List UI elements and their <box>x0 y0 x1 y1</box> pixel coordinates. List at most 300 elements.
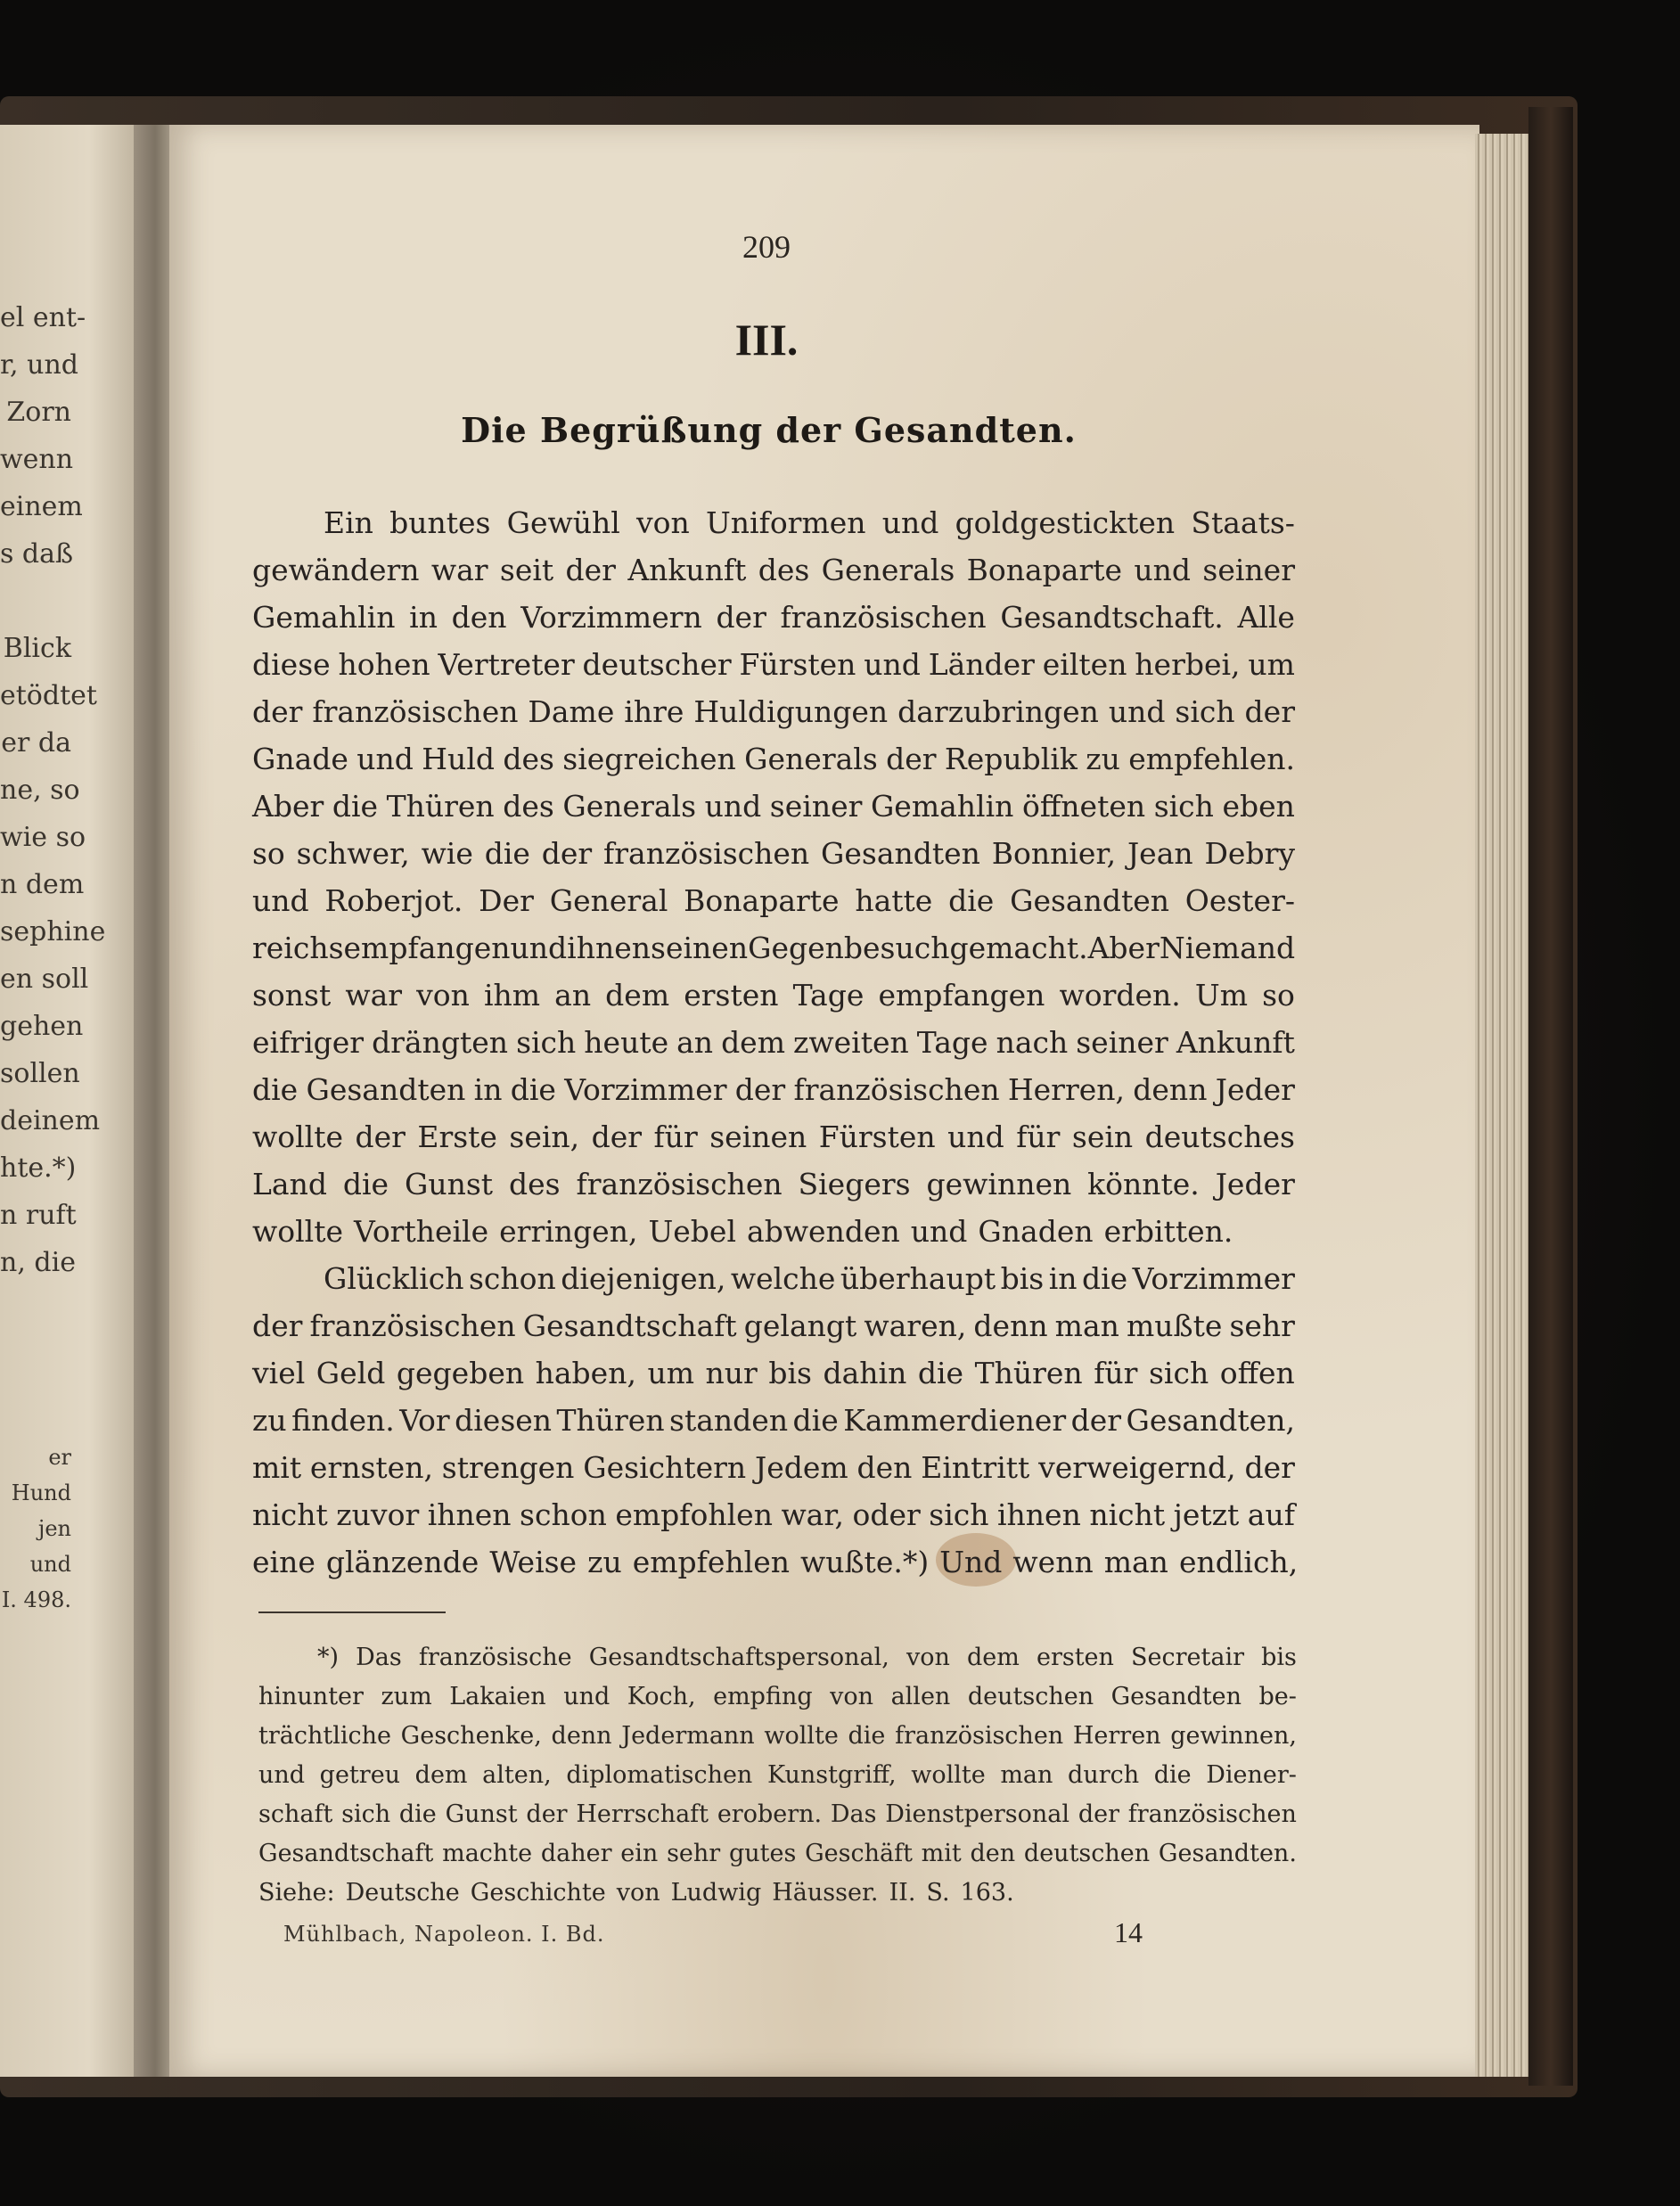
word: französischen <box>603 836 810 871</box>
word: Herren <box>1072 1722 1161 1750</box>
word: Gemahlin <box>870 789 1014 824</box>
word: und <box>864 647 921 682</box>
word: von <box>416 978 470 1013</box>
left-page-text-fragments <box>0 294 106 1286</box>
word: war <box>345 978 403 1013</box>
word: Roberjot. <box>324 883 463 918</box>
word: Gesandten, <box>1126 1403 1295 1438</box>
word: deutscher <box>582 647 732 682</box>
left-page-fragment: deinem <box>0 1105 101 1136</box>
word: Gewühl <box>506 505 620 540</box>
body-line <box>252 1208 1295 1255</box>
left-page-fragment: Blick <box>3 633 71 664</box>
word: deutsches <box>1144 1119 1295 1154</box>
word: oder <box>852 1497 921 1532</box>
word: siegreichen <box>562 742 736 776</box>
word: empfohlen <box>615 1497 773 1532</box>
word: Ankunft <box>627 553 747 587</box>
word: denn <box>551 1722 612 1750</box>
left-page-fragment: r, und <box>0 349 78 381</box>
footnote-line <box>258 1717 1297 1756</box>
footnote-line <box>258 1638 1297 1677</box>
word: nicht <box>252 1497 328 1532</box>
word: Gnade <box>252 742 348 776</box>
word: worden. <box>1059 978 1181 1013</box>
word: gewändern <box>252 553 420 587</box>
word: dem <box>605 978 670 1013</box>
word: eilten <box>1042 647 1127 682</box>
word: für <box>1016 1119 1061 1154</box>
word: und <box>1134 553 1192 587</box>
word: des <box>508 1167 561 1201</box>
word: den <box>451 600 507 635</box>
word: von <box>616 1879 660 1907</box>
word: für <box>653 1119 698 1154</box>
left-page-note-fragments <box>0 1439 71 1618</box>
word: sein <box>1071 1119 1134 1154</box>
word: Dienstpersonal <box>885 1800 1070 1828</box>
word: den <box>970 1840 1016 1867</box>
word: der <box>252 694 303 729</box>
word: wie <box>421 836 473 871</box>
body-line <box>252 1255 1295 1302</box>
word: machte <box>442 1840 533 1867</box>
left-page-fragment: n ruft <box>0 1200 77 1231</box>
word: Geschäft <box>805 1840 913 1867</box>
word: der <box>716 600 766 635</box>
signature-number: 14 <box>1114 1916 1143 1948</box>
body-text <box>252 499 1299 1586</box>
left-page-fragment: wenn <box>0 444 74 475</box>
word: dem <box>414 1761 468 1789</box>
word: sich <box>516 1025 577 1060</box>
word: Gesandtschaft <box>522 1308 737 1343</box>
word: wollte <box>911 1761 986 1789</box>
word: und <box>881 505 939 540</box>
word: Gesandtschaftspersonal, <box>588 1644 889 1671</box>
word: deutschen <box>1023 1840 1151 1867</box>
word: Geschichte <box>470 1879 606 1907</box>
word: bis <box>768 1356 812 1390</box>
left-page-fragment: n dem <box>0 869 85 900</box>
word: Vertreter <box>438 647 575 682</box>
left-page-note-fragment: jen und <box>29 1516 71 1577</box>
word: dahin <box>823 1356 907 1390</box>
word: um <box>1248 647 1295 682</box>
word: durch <box>1068 1761 1140 1789</box>
word: Jean <box>1127 836 1193 871</box>
word: von <box>906 1644 950 1671</box>
chapter-title: Die Begrüßung der Gesandten. <box>461 410 1077 450</box>
word: abwenden <box>747 1214 900 1249</box>
word: mit <box>921 1840 962 1867</box>
word: Thüren <box>386 789 495 824</box>
word: sich <box>341 1800 391 1828</box>
body-line <box>252 1538 1299 1586</box>
word: dem <box>966 1644 1020 1671</box>
left-page-note-fragment: I. 498. <box>1 1587 71 1612</box>
footnote-line <box>258 1756 1297 1795</box>
word: öffneten <box>1021 789 1146 824</box>
word: Vortheile <box>354 1214 489 1249</box>
word: Bonaparte <box>966 553 1123 587</box>
word: denn <box>973 1308 1048 1343</box>
word: Gegenbesuch <box>748 931 950 965</box>
word: herbei, <box>1135 647 1241 682</box>
word: und <box>704 789 762 824</box>
word: und <box>947 1119 1004 1154</box>
word: jetzt <box>1173 1497 1240 1532</box>
word: bis <box>1261 1644 1297 1671</box>
left-page-fragment: gehen <box>0 1011 84 1042</box>
word: Jedem <box>755 1450 848 1485</box>
left-page-note-fragment: er Hund <box>11 1445 71 1505</box>
word: 163. <box>960 1879 1014 1907</box>
left-page-fragment: ne, so <box>0 775 80 806</box>
word: S. <box>926 1879 950 1907</box>
word: zu <box>252 1403 287 1438</box>
word: die <box>332 789 379 824</box>
body-line <box>252 1160 1295 1208</box>
word: wollte <box>764 1722 839 1750</box>
word: der <box>1244 694 1295 729</box>
word: Gesandten <box>306 1072 466 1107</box>
word: Ein <box>324 505 373 540</box>
word: empfangen <box>343 931 511 965</box>
word: so <box>252 836 285 871</box>
word: ihm <box>483 978 541 1013</box>
word: Uebel <box>648 1214 737 1249</box>
word: man <box>1103 1545 1168 1579</box>
word: Aber <box>252 789 324 824</box>
word: gewinnen, <box>1170 1722 1297 1750</box>
footnote-line <box>258 1834 1297 1874</box>
word: welche <box>730 1261 836 1296</box>
word: an <box>676 1025 714 1060</box>
word: ihnen <box>996 1497 1081 1532</box>
word: Gesandten <box>1010 883 1169 918</box>
body-line <box>252 1066 1295 1113</box>
word: wenn <box>1012 1545 1094 1579</box>
word: der <box>526 1800 568 1828</box>
word: Das <box>356 1644 402 1671</box>
word: Häusser. <box>772 1879 879 1907</box>
word: be- <box>1258 1683 1297 1710</box>
word: Gesandten <box>821 836 980 871</box>
word: Tage <box>792 978 865 1013</box>
left-page-fragment: n, die <box>0 1247 76 1278</box>
word: Diener- <box>1206 1761 1297 1789</box>
word: Dame <box>528 694 615 729</box>
body-line <box>252 1444 1295 1491</box>
word: viel <box>252 1356 306 1390</box>
left-page-fragment: en soll <box>0 964 89 995</box>
word: sich <box>1148 1356 1209 1390</box>
word: nicht <box>1089 1497 1166 1532</box>
word: Bonaparte <box>684 883 840 918</box>
word: sehr <box>1229 1308 1295 1343</box>
word: Jeder <box>1215 1167 1295 1201</box>
word: gemacht. <box>949 931 1088 965</box>
word: ihnen <box>427 1497 512 1532</box>
word: auf <box>1247 1497 1295 1532</box>
book-cover-edge <box>1528 107 1573 2086</box>
word: von <box>830 1683 874 1710</box>
word: sonst <box>252 978 332 1013</box>
printer-signature: Mühlbach, Napoleon. I. Bd. <box>283 1922 605 1947</box>
word: könnte. <box>1087 1167 1200 1201</box>
word: Um <box>1194 978 1248 1013</box>
word: erbitten. <box>1103 1214 1233 1249</box>
word: und <box>910 1214 968 1249</box>
body-line <box>252 877 1295 924</box>
word: Geld <box>316 1356 386 1390</box>
word: von <box>636 505 690 540</box>
word: zu <box>587 1545 622 1579</box>
word: die <box>1153 1761 1192 1789</box>
word: Jeder <box>1215 1072 1295 1107</box>
word: Herren, <box>1007 1072 1126 1107</box>
word: Ludwig <box>670 1879 762 1907</box>
left-page-fragment: er da <box>1 727 71 759</box>
word: Gesandtschaft. <box>1000 600 1224 635</box>
footnote-line <box>258 1677 1297 1717</box>
word: Gemahlin <box>252 600 396 635</box>
word: daher <box>540 1840 612 1867</box>
footnote-line <box>258 1874 1297 1913</box>
word: die <box>398 1800 437 1828</box>
word: bis <box>1000 1261 1045 1296</box>
word: eben <box>1222 789 1295 824</box>
body-line <box>252 1349 1295 1397</box>
word: glänzende <box>325 1545 479 1579</box>
word: empfehlen <box>632 1545 791 1579</box>
left-page-fragment: sollen <box>0 1058 80 1089</box>
word: Gunst <box>405 1167 494 1201</box>
word: seiner <box>1076 1025 1168 1060</box>
word: Fürsten <box>739 647 856 682</box>
word: zum <box>381 1683 432 1710</box>
footnote <box>258 1638 1297 1913</box>
word: haben, <box>535 1356 636 1390</box>
word: Siehe: <box>258 1879 335 1907</box>
word: Das <box>830 1800 877 1828</box>
word: die <box>792 1403 839 1438</box>
word: und <box>563 1683 611 1710</box>
word: Herrschaft <box>576 1800 709 1828</box>
word: nur <box>705 1356 758 1390</box>
word: Generals <box>562 789 697 824</box>
word: gelangt <box>743 1308 857 1343</box>
word: goldgestickten <box>955 505 1176 540</box>
word: Geschenke, <box>400 1722 542 1750</box>
body-line <box>252 972 1295 1019</box>
word: gegeben <box>396 1356 525 1390</box>
word: wußte.*) <box>800 1545 930 1579</box>
word: hohen <box>338 647 430 682</box>
word: man <box>1054 1308 1119 1343</box>
word: verweigernd, <box>1038 1450 1236 1485</box>
word: Republik <box>944 742 1078 776</box>
word: überhaupt <box>840 1261 996 1296</box>
word: Vorzimmern <box>520 600 702 635</box>
word: französische <box>418 1644 572 1671</box>
word: die <box>252 1072 299 1107</box>
word: darzubringen <box>897 694 1099 729</box>
word: sehr <box>667 1840 721 1867</box>
word: Secretair <box>1131 1644 1245 1671</box>
word: Gesandten. <box>1158 1840 1297 1867</box>
word: Vorzimmer <box>1132 1261 1295 1296</box>
word: Oester- <box>1184 883 1295 918</box>
word: und <box>510 931 568 965</box>
word: Gesichtern <box>583 1450 747 1485</box>
left-page-fragment: hte.*) <box>0 1152 77 1184</box>
left-page-fragment: s daß <box>0 538 74 570</box>
word: der <box>252 1308 303 1343</box>
word: Gnaden <box>978 1214 1094 1249</box>
word: französischen <box>1127 1800 1297 1828</box>
word: französischen <box>309 1308 516 1343</box>
body-line <box>252 735 1295 783</box>
word: seinen <box>709 1119 807 1154</box>
word: sich <box>929 1497 989 1532</box>
word: Gesandtschaft <box>258 1840 434 1867</box>
body-line <box>252 1019 1295 1066</box>
word: der <box>541 836 593 871</box>
word: sich <box>1175 694 1235 729</box>
word: General <box>549 883 668 918</box>
left-page-fragment: sephine <box>0 916 106 947</box>
word: ihre <box>624 694 684 729</box>
word: und <box>1108 694 1166 729</box>
left-page-fragment: einem <box>0 491 83 522</box>
word: Siegers <box>798 1167 911 1201</box>
word: der <box>355 1119 406 1154</box>
word: und <box>252 883 309 918</box>
word: Der <box>479 883 534 918</box>
word: sich <box>1153 789 1214 824</box>
body-line <box>252 1491 1295 1538</box>
word: Ankunft <box>1176 1025 1295 1060</box>
word: Deutsche <box>345 1879 460 1907</box>
word: nach <box>996 1025 1069 1060</box>
left-page-fragment <box>0 578 71 625</box>
word: der <box>565 553 616 587</box>
word: Jedermann <box>621 1722 755 1750</box>
word: Uniformen <box>705 505 866 540</box>
word: ernsten, <box>309 1450 433 1485</box>
word: standen <box>669 1403 789 1438</box>
word: mußte <box>1126 1308 1223 1343</box>
word: allen <box>890 1683 951 1710</box>
word: denn <box>1133 1072 1208 1107</box>
left-page-fragment: wie so <box>0 822 86 853</box>
word: Lakaien <box>449 1683 546 1710</box>
word: die <box>1081 1261 1128 1296</box>
word: war <box>430 553 488 587</box>
word: ein <box>620 1840 659 1867</box>
word: die <box>510 1072 556 1107</box>
word: gewinnen <box>926 1167 1072 1201</box>
left-page-fragment: el ent- <box>0 302 86 333</box>
word: schon <box>468 1261 556 1296</box>
word: und <box>356 742 414 776</box>
word: französischen <box>793 1072 1000 1107</box>
word: alten, <box>482 1761 552 1789</box>
word: dem <box>721 1025 786 1060</box>
word: *) <box>317 1644 340 1671</box>
word: Fürsten <box>818 1119 936 1154</box>
word: offen <box>1219 1356 1295 1390</box>
word: Koch, <box>627 1683 696 1710</box>
word: so <box>1262 978 1295 1013</box>
word: Und <box>939 1545 1003 1579</box>
word: französischen <box>780 600 987 635</box>
word: der <box>886 742 937 776</box>
word: der <box>734 1072 786 1107</box>
word: Glücklich <box>324 1261 464 1296</box>
body-line <box>252 546 1295 594</box>
word: für <box>1094 1356 1138 1390</box>
word: Weise <box>489 1545 578 1579</box>
word: schwer, <box>296 836 410 871</box>
body-line <box>252 641 1295 688</box>
word: wollte <box>252 1119 344 1154</box>
word: schon <box>520 1497 607 1532</box>
word: die <box>342 1167 389 1201</box>
word: um <box>647 1356 695 1390</box>
word: war, <box>781 1497 844 1532</box>
word: finden. <box>291 1403 395 1438</box>
word: diplomatischen <box>566 1761 753 1789</box>
word: eine <box>252 1545 316 1579</box>
footnote-line <box>258 1795 1297 1834</box>
word: erobern. <box>717 1800 823 1828</box>
word: Gesandten <box>1110 1683 1242 1710</box>
word: Alle <box>1237 600 1295 635</box>
word: Huldigungen <box>693 694 889 729</box>
word: schaft <box>258 1800 333 1828</box>
word: Aber <box>1087 931 1160 965</box>
body-line <box>252 1302 1295 1349</box>
word: eifriger <box>252 1025 365 1060</box>
word: Vorzimmer <box>564 1072 727 1107</box>
word: Niemand <box>1159 931 1296 965</box>
word: wollte <box>252 1214 344 1249</box>
word: seit <box>499 553 554 587</box>
word: Debry <box>1204 836 1295 871</box>
word: deutschen <box>967 1683 1094 1710</box>
word: des <box>503 789 554 824</box>
word: seinen <box>651 931 749 965</box>
word: Huld <box>422 742 495 776</box>
word: Eintritt <box>921 1450 1030 1485</box>
word: französischen <box>312 694 519 729</box>
word: diejenigen, <box>561 1261 726 1296</box>
left-page-fragment: etödtet <box>0 680 97 711</box>
word: an <box>554 978 592 1013</box>
word: die <box>917 1356 964 1390</box>
word: Bonnier, <box>991 836 1117 871</box>
word: zu <box>1086 742 1120 776</box>
body-line <box>252 688 1295 735</box>
word: erringen, <box>499 1214 638 1249</box>
word: Thüren <box>556 1403 665 1438</box>
word: Erste <box>417 1119 497 1154</box>
body-line <box>252 499 1295 546</box>
word: zuvor <box>336 1497 420 1532</box>
